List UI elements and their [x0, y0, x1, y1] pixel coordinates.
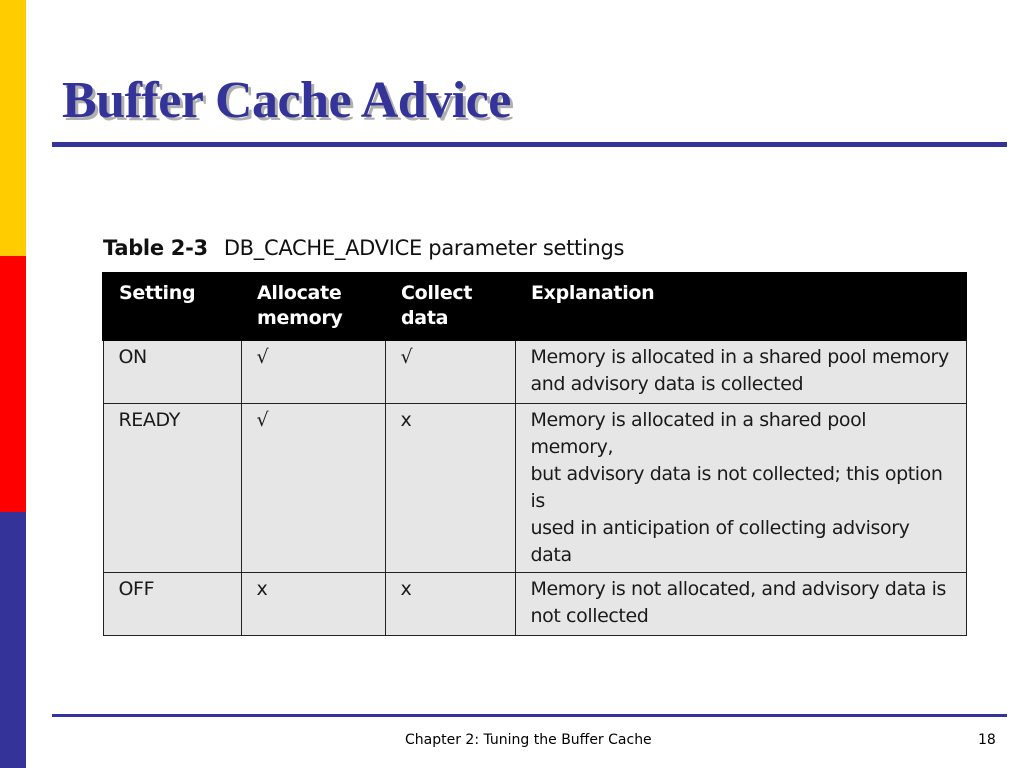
- table-header-row: [103, 273, 966, 340]
- table-row: [103, 404, 966, 573]
- cell-setting: OFF: [103, 573, 241, 636]
- table-caption: [103, 232, 624, 264]
- explanation-line: Memory is not allocated, and advisory data is: [530, 578, 947, 600]
- cell-allocate-memory: x: [241, 573, 385, 636]
- explanation-line: but advisory data is not collected; this option is: [530, 463, 943, 512]
- header-setting: [103, 273, 241, 340]
- header-line: Collect: [401, 282, 473, 304]
- header-line: data: [401, 307, 449, 329]
- cell-collect-data: x: [385, 404, 515, 573]
- footer-page-number: 18: [978, 732, 996, 748]
- parameter-settings-table: [102, 272, 967, 636]
- explanation-line: used in anticipation of collecting advisory data: [530, 517, 910, 566]
- footer-divider: [52, 714, 1007, 717]
- header-line: Explanation: [531, 282, 655, 304]
- header-explanation: [515, 273, 966, 340]
- cell-collect-data: √: [385, 340, 515, 404]
- accent-stripe-red: [0, 256, 26, 512]
- table-caption-label: Table 2-3: [103, 236, 208, 260]
- title-divider: [52, 142, 1007, 147]
- cell-setting: ON: [103, 340, 241, 404]
- table-row: [103, 573, 966, 636]
- header-line: memory: [257, 307, 343, 329]
- table-row: [103, 340, 966, 404]
- table-caption-text: DB_CACHE_ADVICE parameter settings: [223, 236, 625, 260]
- header-line: Allocate: [257, 282, 342, 304]
- cell-allocate-memory: √: [241, 340, 385, 404]
- header-collect-data: [385, 273, 515, 340]
- cell-explanation: [515, 404, 966, 573]
- cell-setting: READY: [103, 404, 241, 573]
- accent-stripe-blue: [0, 512, 26, 768]
- explanation-line: Memory is allocated in a shared pool memory: [530, 346, 949, 368]
- explanation-line: and advisory data is collected: [530, 373, 804, 395]
- explanation-line: not collected: [530, 605, 649, 627]
- accent-stripe-yellow: [0, 0, 26, 256]
- cell-collect-data: x: [385, 573, 515, 636]
- footer-chapter-title: Chapter 2: Tuning the Buffer Cache: [405, 732, 652, 748]
- header-allocate-memory: [241, 273, 385, 340]
- explanation-line: Memory is allocated in a shared pool memory,: [530, 409, 867, 458]
- cell-explanation: [515, 573, 966, 636]
- cell-explanation: [515, 340, 966, 404]
- slide-title: Buffer Cache Advice: [62, 72, 511, 129]
- header-line: Setting: [119, 282, 196, 304]
- cell-allocate-memory: √: [241, 404, 385, 573]
